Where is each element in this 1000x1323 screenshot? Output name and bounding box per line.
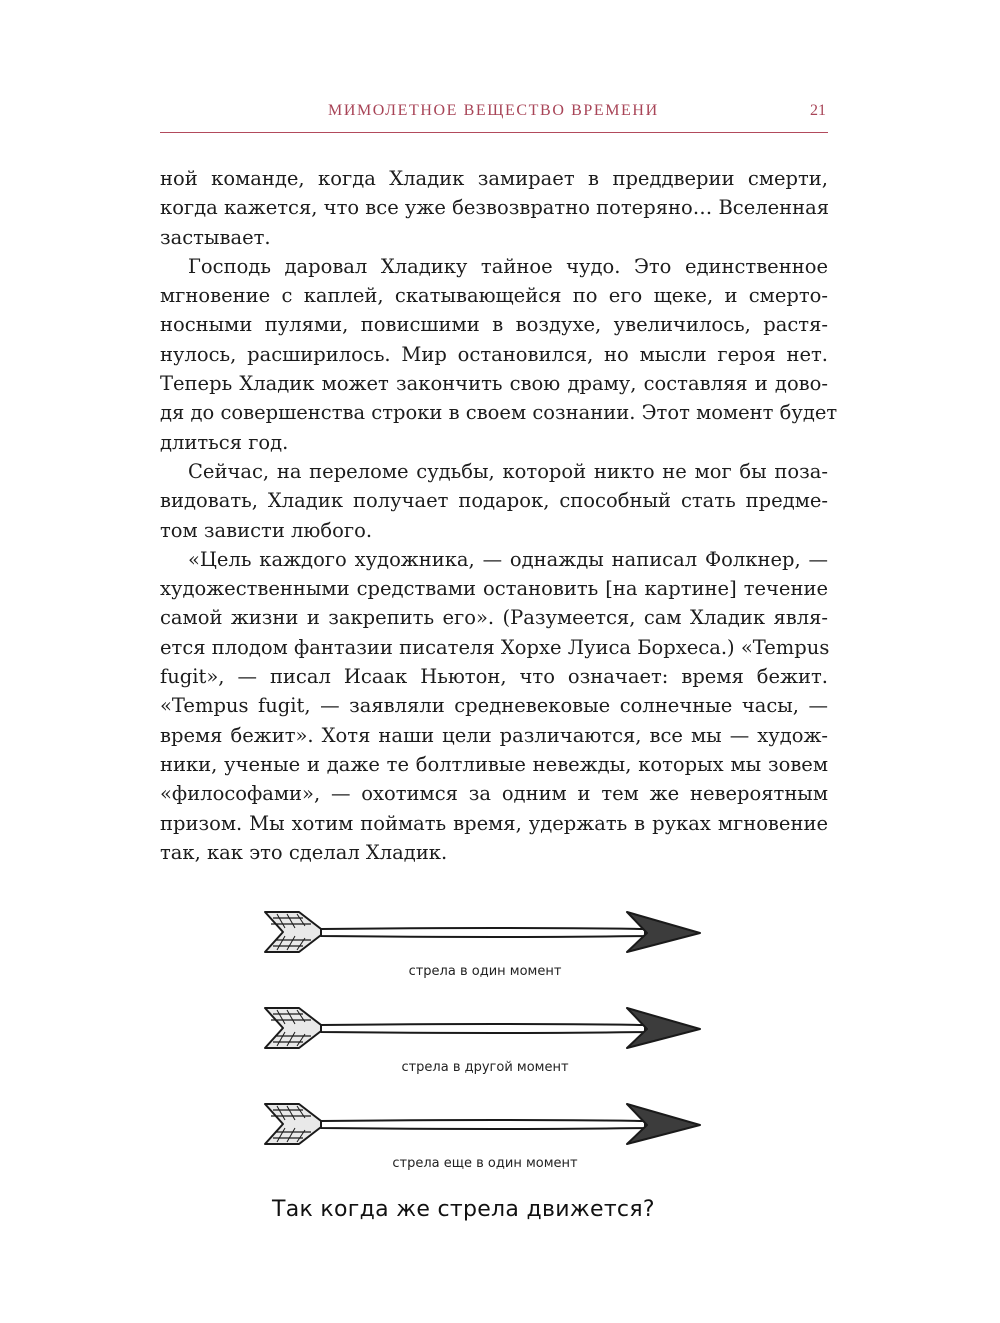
arrow-3 (255, 1092, 715, 1152)
page-number: 21 (810, 102, 826, 119)
text-line: «философами», — охотимся за одним и тем же невероятным (160, 782, 828, 806)
caption-arrow-3: стрела еще в один момент (392, 1156, 578, 1171)
text-line: «Tempus fugit, — заявляли средневековые солнечные часы, — (160, 694, 828, 718)
text-line: длиться год. (160, 430, 289, 454)
text-line: время бежит». Хотя наши цели различаются, все мы — худож- (160, 723, 828, 747)
text-line: носными пулями, повисшими в воздухе, увеличилось, растя- (160, 313, 828, 337)
text-line: Господь даровал Хладику тайное чудо. Это единственное (188, 254, 828, 278)
text-line: Сейчас, на переломе судьбы, которой никто не мог бы поза- (188, 459, 828, 483)
figure-question: Так когда же стрела движется? (272, 1197, 655, 1222)
caption-arrow-1: стрела в один момент (408, 964, 562, 979)
text-line: так, как это сделал Хладик. (160, 840, 448, 864)
text-line: нулось, расширилось. Мир остановился, но мысли героя нет. (160, 342, 828, 366)
arrow-1 (255, 900, 715, 960)
text-line: художественными средствами остановить [на картине] течение (160, 577, 828, 601)
text-line: ники, ученые и даже те болтливые невежды, которых мы зовем (160, 752, 828, 776)
text-line: видовать, Хладик получает подарок, способный стать предме- (160, 489, 828, 513)
caption-arrow-2: стрела в другой момент (401, 1060, 569, 1075)
text-line: когда кажется, что все уже безвозвратно потеряно… Вселенная (160, 196, 830, 220)
text-line: ной команде, когда Хладик замирает в преддверии смерти, (160, 167, 828, 190)
text-line: застывает. (160, 225, 271, 249)
text-line: дя до совершенства строки в своем сознании. Этот момент будет (160, 401, 838, 425)
text-line: призом. Мы хотим поймать время, удержать в руках мгновение (160, 811, 828, 835)
text-line: том зависти любого. (160, 518, 373, 542)
text-line: самой жизни и закрепить его». (Разумеется, сам Хладик явля- (160, 606, 828, 630)
arrow-2 (255, 996, 715, 1056)
text-line: мгновение с каплей, скатывающейся по его щеке, и смерто- (160, 284, 828, 308)
text-line: fugit», — писал Исаак Ньютон, что означает: время бежит. (160, 665, 828, 689)
running-title: МИМОЛЕТНОЕ ВЕЩЕСТВО ВРЕМЕНИ (328, 102, 659, 119)
text-line: ется плодом фантазии писателя Хорхе Луиса Борхеса.) «Tempus (160, 635, 830, 659)
text-line: «Цель каждого художника, — однажды написал Фолкнер, — (188, 547, 828, 571)
body-text (160, 164, 838, 867)
running-header (160, 96, 828, 133)
arrow-illustration (255, 900, 715, 1240)
text-line: Теперь Хладик может закончить свою драму, составляя и дово- (160, 372, 828, 396)
